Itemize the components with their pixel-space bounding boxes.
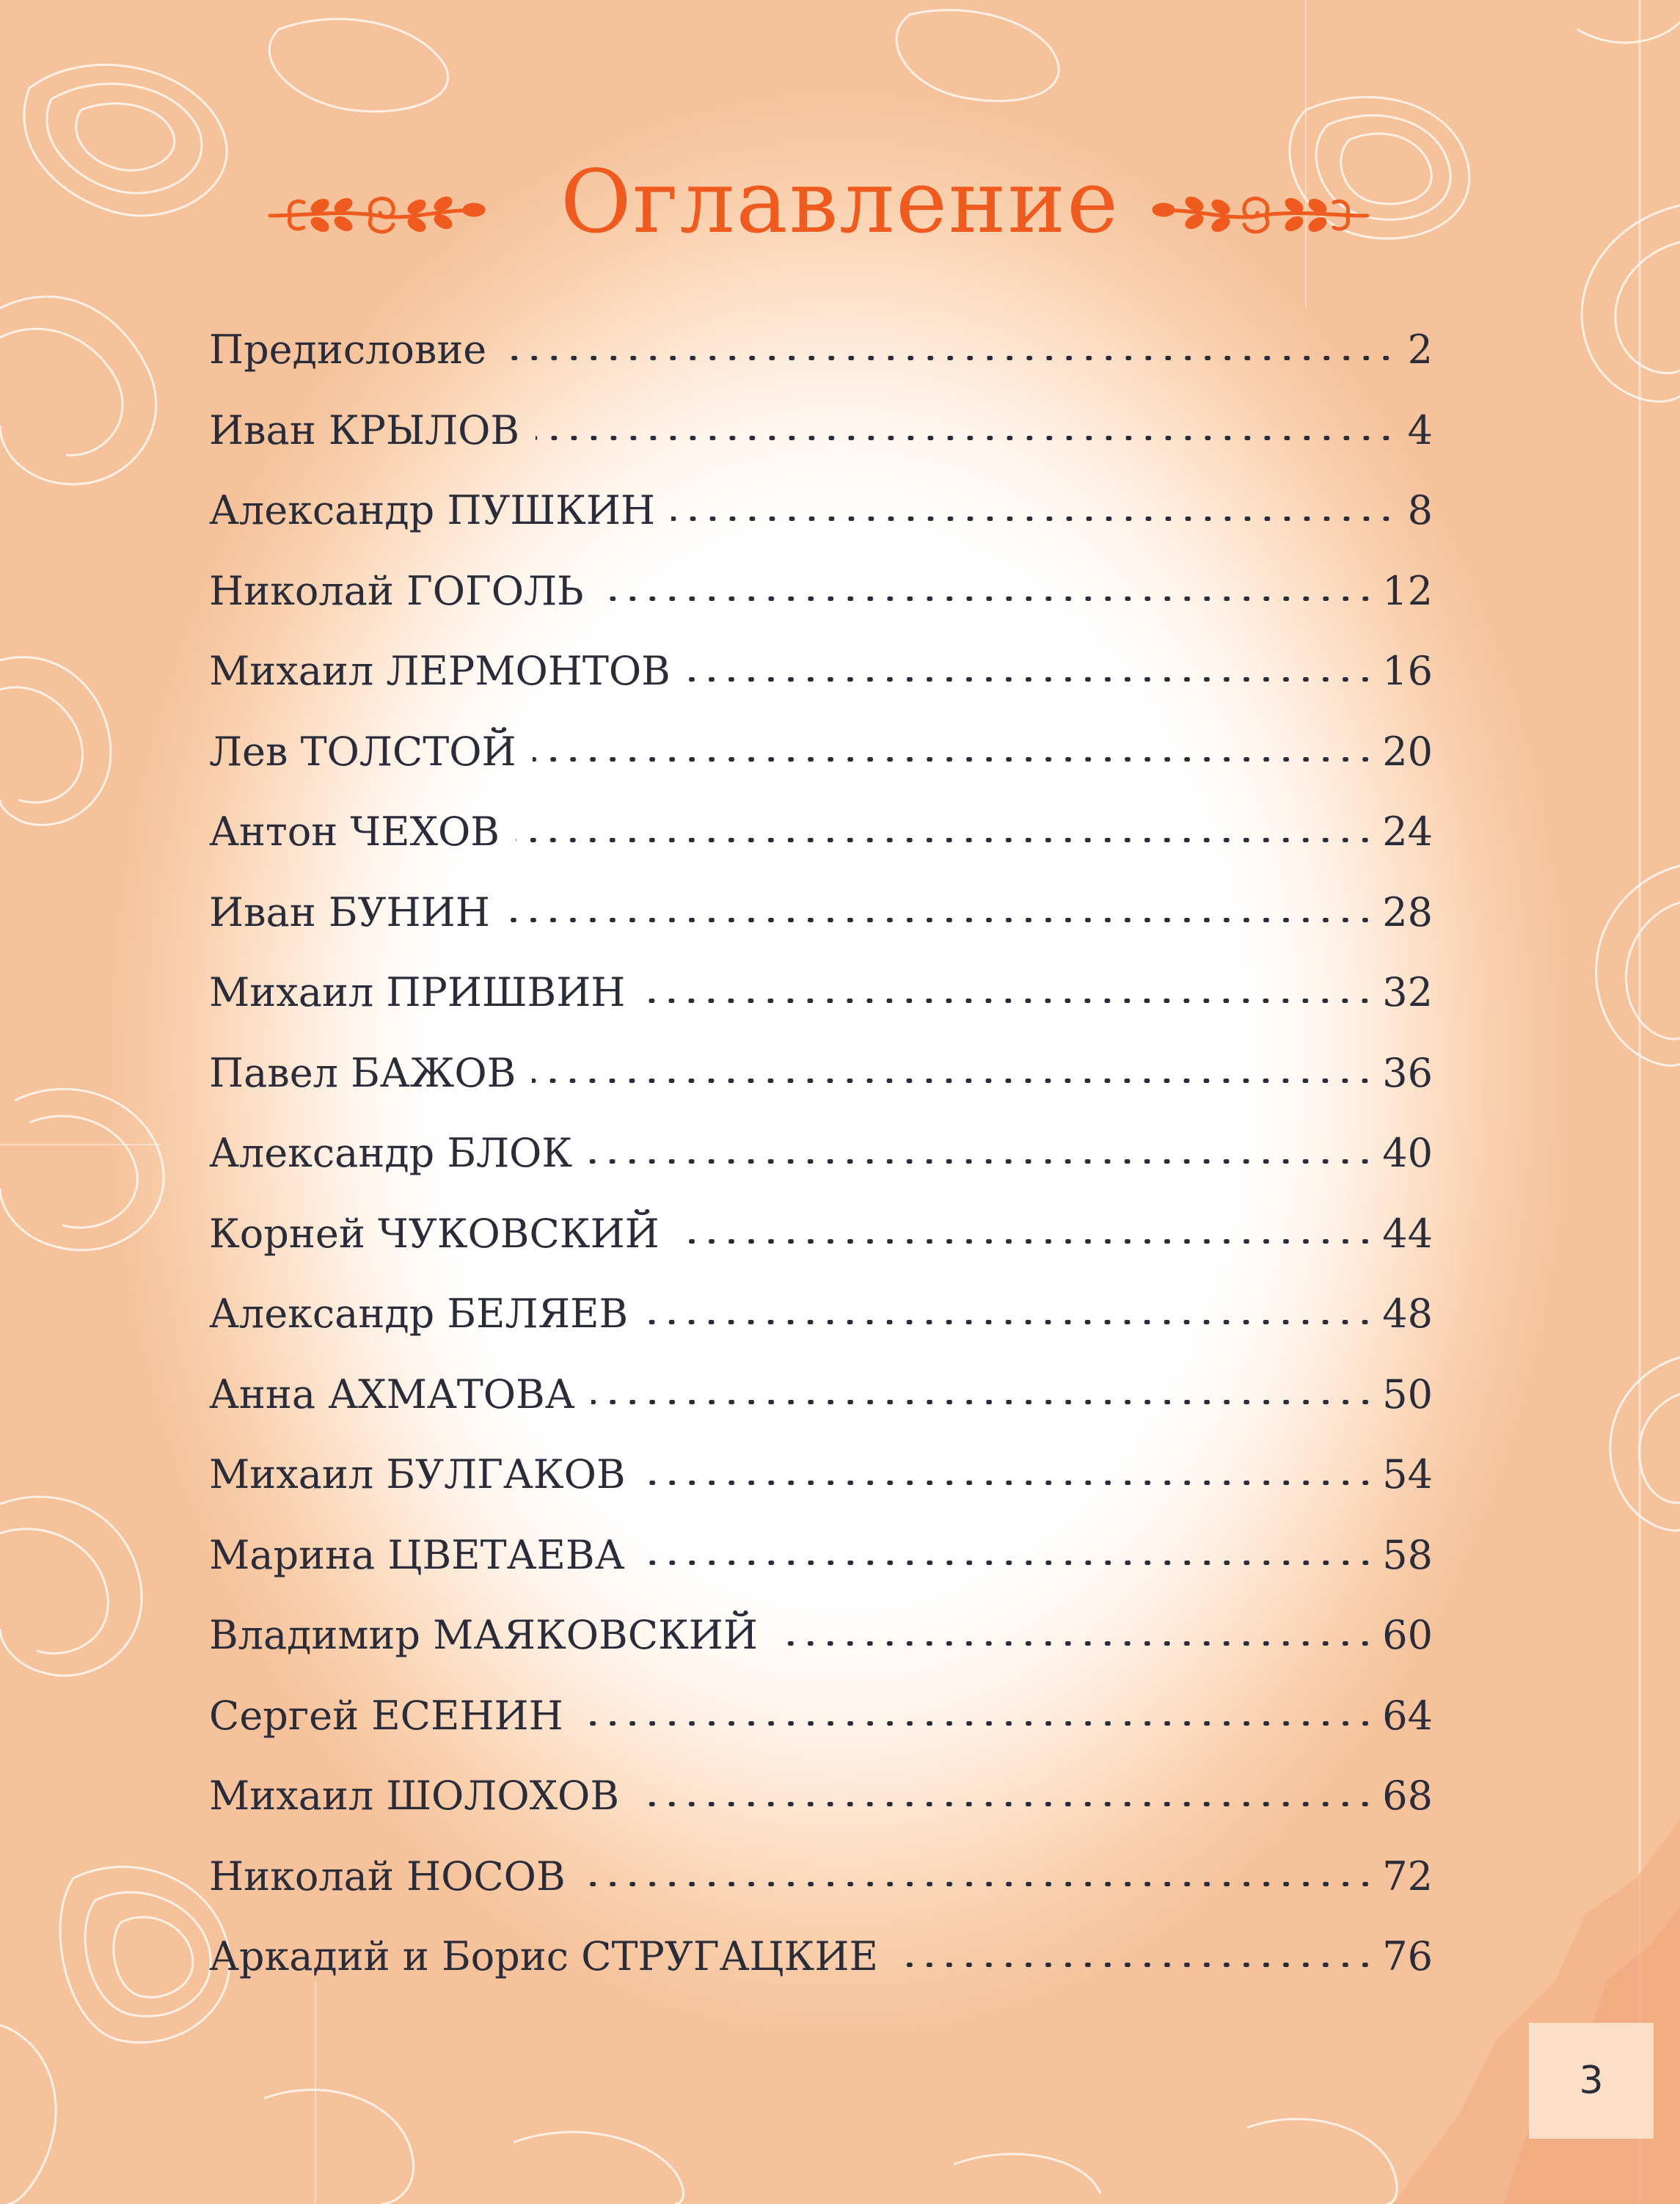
toc-entry-label: Сергей ЕСЕНИН	[209, 1692, 563, 1739]
title-block	[0, 132, 1680, 279]
toc-entry-nosov[interactable]	[209, 1836, 1433, 1917]
toc-entry-page: 32	[1382, 969, 1433, 1016]
toc-entry-label: Анна АХМАТОВА	[209, 1371, 575, 1417]
toc-entry-label: Михаил ШОЛОХОВ	[209, 1773, 620, 1820]
toc-entry-page: 16	[1382, 648, 1433, 695]
toc-entry-prishvin[interactable]	[209, 952, 1433, 1033]
toc-entry-bunin[interactable]	[209, 872, 1433, 953]
leader-dots	[580, 1721, 1376, 1726]
leader-dots	[676, 1239, 1376, 1244]
toc-entry-label: Павел БАЖОВ	[209, 1049, 516, 1096]
toc-entry-tolstoy[interactable]	[209, 712, 1433, 792]
toc-entry-tsvetaeva[interactable]	[209, 1515, 1433, 1596]
toc-entry-page: 20	[1382, 728, 1433, 775]
floral-ornament-right-icon	[1142, 182, 1376, 241]
toc-entry-label: Предисловие	[209, 326, 487, 373]
toc-entry-page: 60	[1382, 1612, 1433, 1659]
toc-entry-bazhov[interactable]	[209, 1033, 1433, 1114]
leader-dots	[533, 757, 1376, 762]
toc-entry-label: Михаил ЛЕРМОНТОВ	[209, 648, 671, 695]
toc-entry-page: 48	[1382, 1291, 1433, 1338]
leader-dots	[516, 838, 1375, 842]
toc-entry-label: Александр БЛОК	[209, 1130, 573, 1177]
leader-dots	[503, 356, 1396, 360]
leader-dots	[642, 1481, 1376, 1485]
toc-entry-page: 2	[1407, 326, 1433, 373]
table-of-contents	[209, 310, 1433, 1997]
toc-entry-label: Иван КРЫЛОВ	[209, 406, 520, 453]
toc-entry-bulgakov[interactable]	[209, 1434, 1433, 1515]
toc-entry-label: Марина ЦВЕТАЕВА	[209, 1531, 625, 1578]
toc-entry-mayakovsky[interactable]	[209, 1595, 1433, 1676]
toc-entry-sholokhov[interactable]	[209, 1756, 1433, 1836]
toc-entry-belyaev[interactable]	[209, 1274, 1433, 1354]
page-number: 3	[1579, 2059, 1604, 2103]
leader-dots	[671, 517, 1396, 521]
toc-entry-page: 64	[1382, 1692, 1433, 1739]
leader-dots	[641, 1561, 1376, 1565]
toc-entry-page: 72	[1382, 1853, 1433, 1900]
toc-entry-label: Александр БЕЛЯЕВ	[209, 1291, 629, 1338]
toc-entry-akhmatova[interactable]	[209, 1354, 1433, 1435]
toc-entry-blok[interactable]	[209, 1113, 1433, 1194]
toc-entry-page: 8	[1407, 487, 1433, 534]
toc-entry-page: 68	[1382, 1773, 1433, 1820]
toc-entry-page: 50	[1382, 1371, 1433, 1417]
toc-entry-chekhov[interactable]	[209, 792, 1433, 872]
toc-entry-label: Антон ЧЕХОВ	[209, 809, 500, 855]
toc-entry-page: 58	[1382, 1531, 1433, 1578]
leader-dots	[894, 1963, 1375, 1967]
leader-dots	[600, 596, 1376, 601]
toc-entry-gogol[interactable]	[209, 551, 1433, 632]
leader-dots	[536, 436, 1396, 440]
toc-entry-label: Владимир МАЯКОВСКИЙ	[209, 1612, 758, 1659]
leader-dots	[635, 1802, 1375, 1806]
page-title: Оглавление	[560, 151, 1120, 252]
leader-dots	[774, 1641, 1375, 1646]
toc-entry-label: Аркадий и Борис СТРУГАЦКИЕ	[209, 1933, 878, 1980]
toc-entry-chukovsky[interactable]	[209, 1194, 1433, 1274]
page-number-box	[1529, 2023, 1654, 2139]
toc-entry-krylov[interactable]	[209, 390, 1433, 471]
leader-dots	[641, 999, 1375, 1003]
toc-entry-page: 4	[1407, 406, 1433, 453]
toc-entry-esenin[interactable]	[209, 1676, 1433, 1756]
toc-entry-page: 28	[1382, 888, 1433, 935]
toc-entry-page: 76	[1382, 1933, 1433, 1980]
toc-entry-lermontov[interactable]	[209, 631, 1433, 712]
toc-entry-label: Корней ЧУКОВСКИЙ	[209, 1210, 660, 1257]
leader-dots	[591, 1400, 1376, 1404]
toc-entry-label: Николай ГОГОЛЬ	[209, 567, 584, 614]
toc-entry-label: Николай НОСОВ	[209, 1853, 566, 1900]
leader-dots	[644, 1320, 1375, 1324]
toc-entry-page: 40	[1382, 1130, 1433, 1177]
toc-entry-page: 44	[1382, 1210, 1433, 1257]
toc-entry-pushkin[interactable]	[209, 470, 1433, 551]
leader-dots	[588, 1159, 1375, 1164]
toc-entry-label: Михаил БУЛГАКОВ	[209, 1451, 626, 1498]
leader-dots	[532, 1079, 1375, 1083]
leader-dots	[582, 1882, 1376, 1886]
toc-entry-label: Михаил ПРИШВИН	[209, 969, 626, 1016]
toc-entry-page: 54	[1382, 1451, 1433, 1498]
toc-entry-label: Лев ТОЛСТОЙ	[209, 728, 516, 775]
toc-entry-label: Александр ПУШКИН	[209, 487, 656, 534]
toc-entry-page: 12	[1382, 567, 1433, 614]
toc-entry-label: Иван БУНИН	[209, 888, 490, 935]
toc-entry-page: 36	[1382, 1049, 1433, 1096]
toc-entry-page: 24	[1382, 809, 1433, 855]
leader-dots	[506, 918, 1375, 922]
leader-dots	[687, 677, 1375, 682]
toc-entry-foreword[interactable]	[209, 310, 1433, 390]
toc-entry-strugatsky[interactable]	[209, 1916, 1433, 1997]
